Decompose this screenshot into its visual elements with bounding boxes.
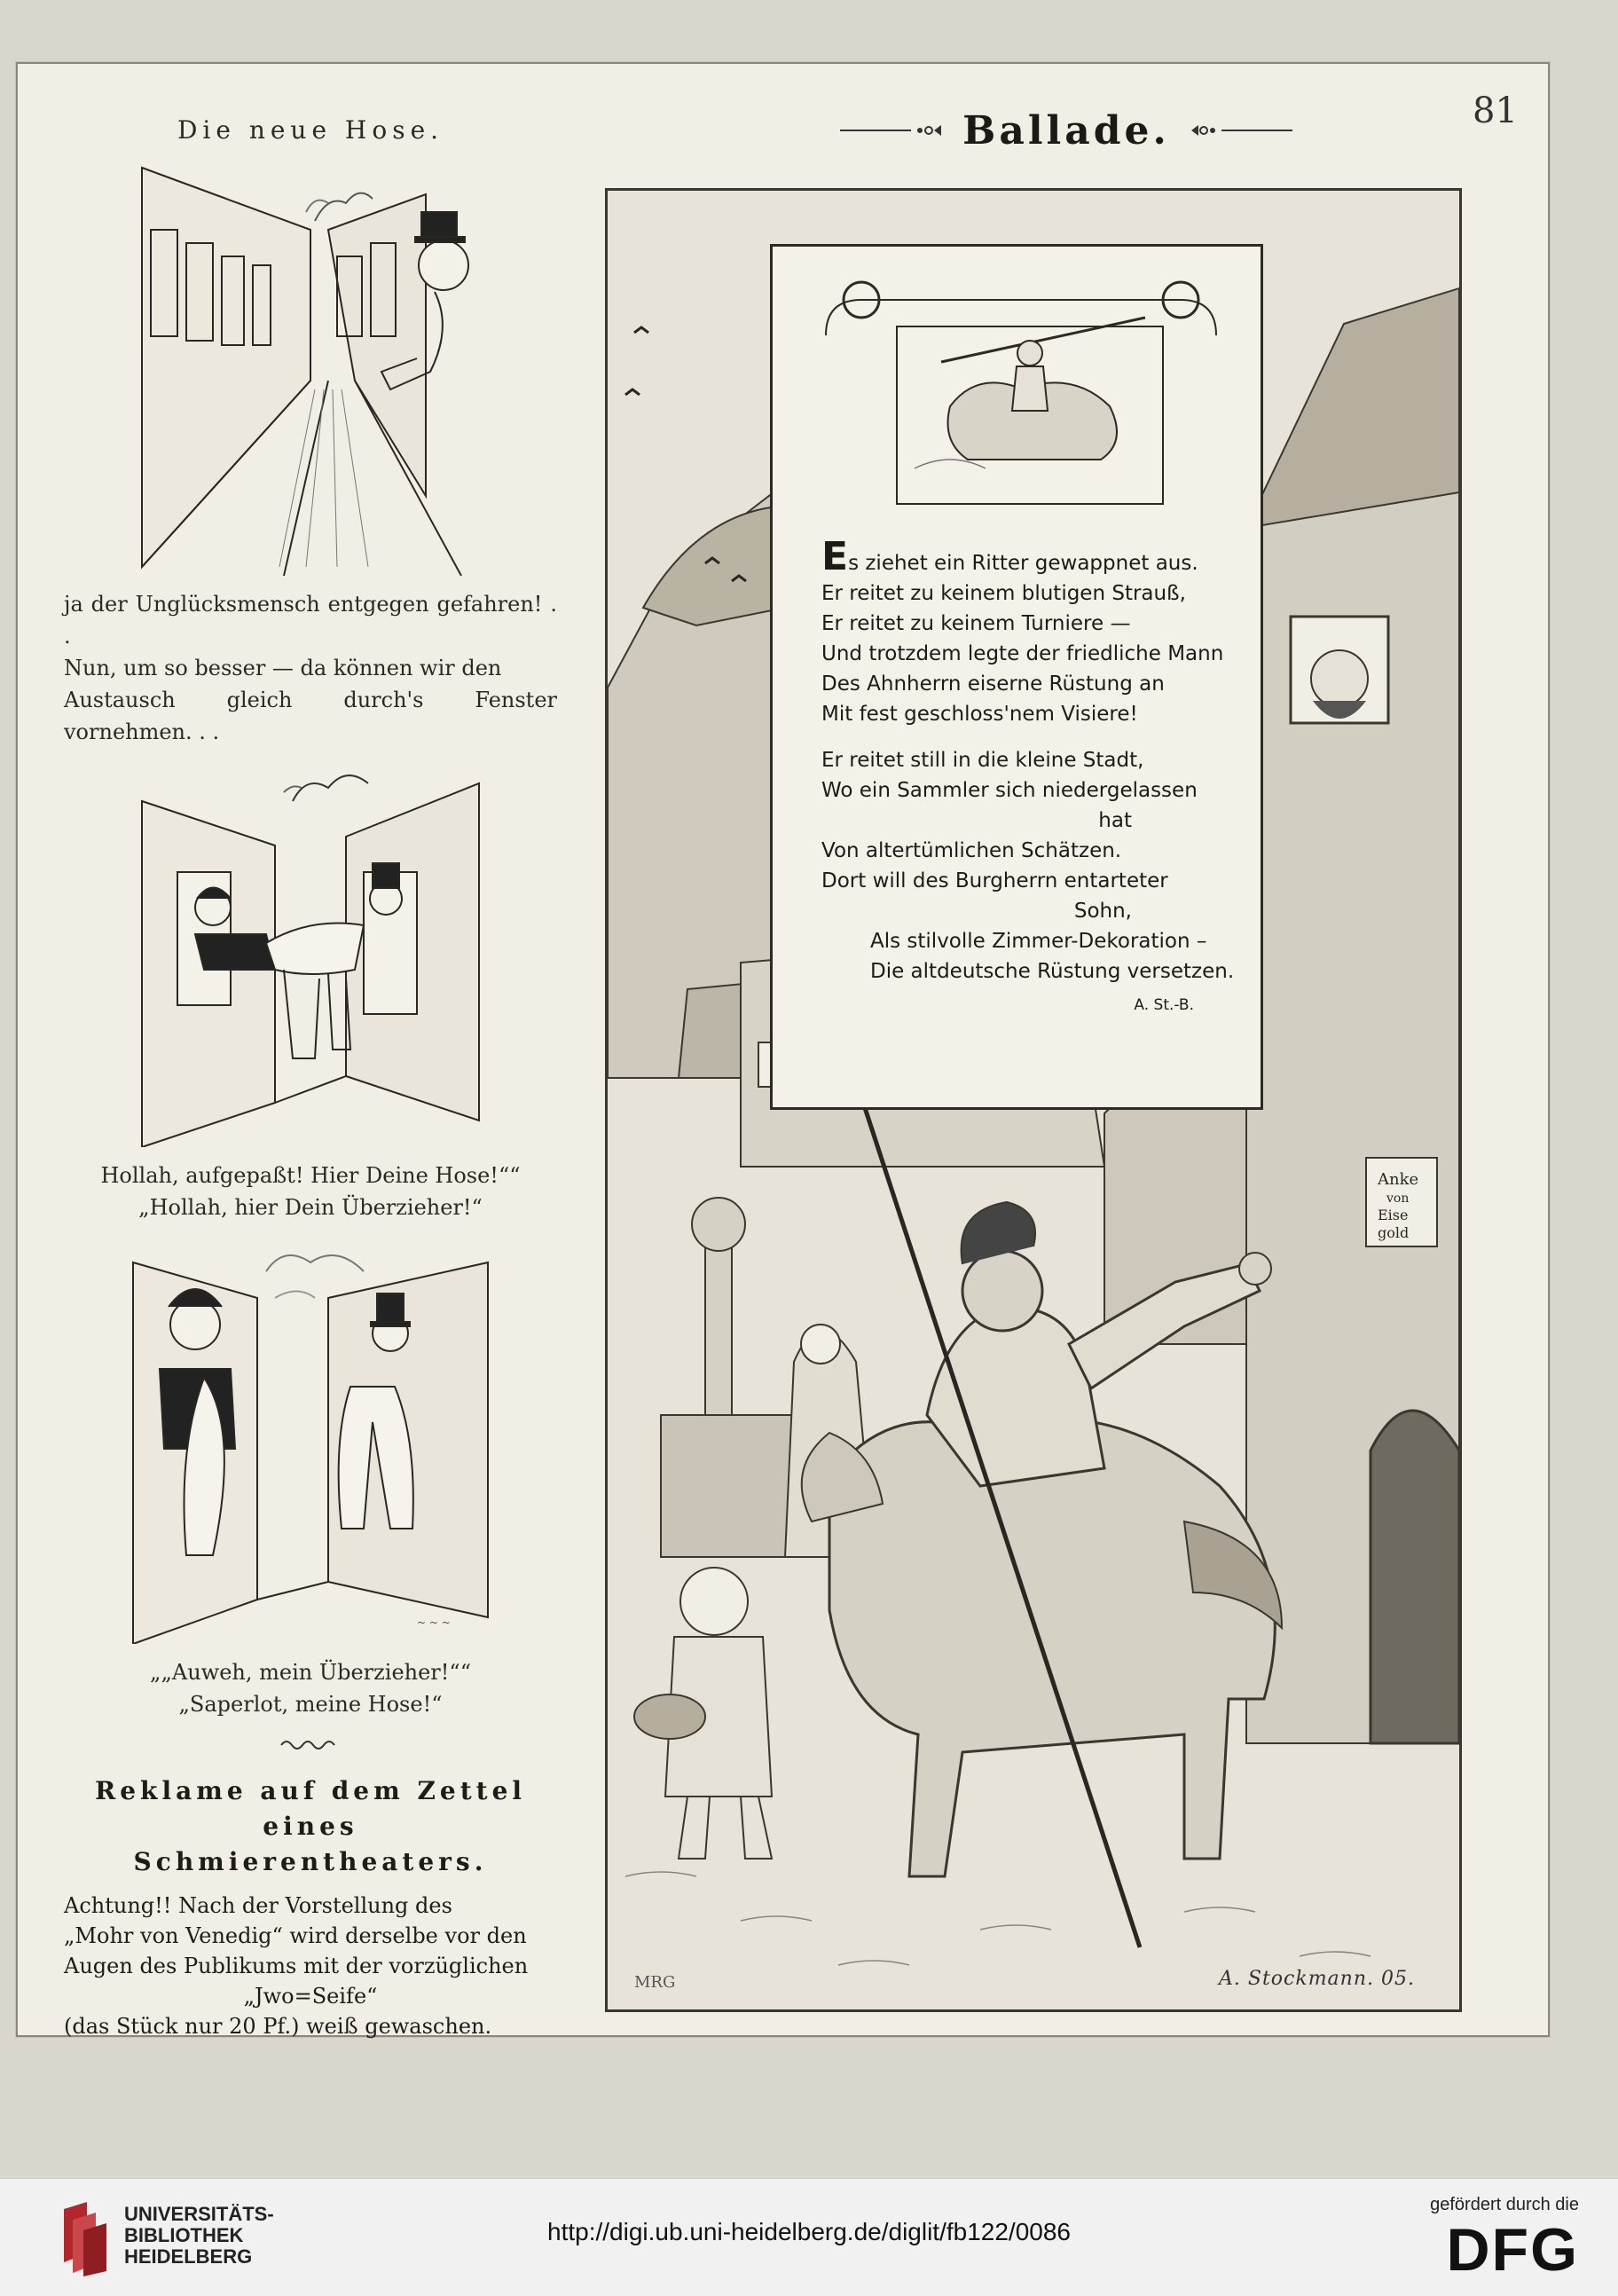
- poem-line-text: s ziehet ein Ritter gewappnet aus.: [848, 552, 1198, 575]
- left-column: [44, 99, 577, 2039]
- shop-sign-line: gold: [1378, 1224, 1410, 1241]
- section-divider: [44, 1738, 577, 1756]
- poem-line: [821, 534, 1238, 579]
- poem-line: hat: [1098, 809, 1132, 832]
- drop-cap: E: [821, 534, 849, 579]
- ballade-header: [836, 104, 1297, 157]
- ad-product-name: „Jwo=Seife“: [243, 1984, 378, 2009]
- caption-2-line: Hollah, aufgepaßt! Hier Deine Hose!““: [100, 1163, 521, 1188]
- caption-3-line: „Saperlot, meine Hose!“: [178, 1692, 443, 1717]
- poem-line: Des Ahnherrn eiserne Rüstung an: [821, 672, 1165, 696]
- comic-panel-2: [124, 766, 497, 1147]
- right-ornament-icon: [1186, 122, 1292, 139]
- svg-text:~ ~ ~: ~ ~ ~: [417, 1616, 451, 1629]
- digitization-footer: [0, 2178, 1618, 2296]
- advertisement-text: [44, 1891, 577, 2041]
- caption-2: [44, 1160, 577, 1223]
- jousting-knight-vignette: [808, 264, 1225, 513]
- ballade-section: [605, 107, 1464, 2016]
- poem-line: Und trotzdem legte der friedliche Mann: [821, 642, 1224, 665]
- shop-sign-line: Anke: [1378, 1170, 1419, 1189]
- page-number: 81: [1473, 90, 1518, 131]
- institution-line: HEIDELBERG: [124, 2245, 253, 2268]
- advertisement-title: [44, 1773, 577, 1880]
- ad-text-end: (das Stück nur 20 Pf.) weiß gewaschen.: [64, 2014, 492, 2039]
- ad-text-line: „Mohr von Venedig“ wird derselbe vor den: [64, 1923, 527, 1948]
- caption-1-line: Nun, um so besser — da können wir den: [64, 656, 502, 680]
- poem-line: Er reitet zu keinem Turniere —: [821, 612, 1131, 635]
- poem-line: Die altdeutsche Rüstung versetzen.: [870, 960, 1235, 983]
- comic-title: Die neue Hose.: [177, 115, 444, 145]
- poem-text: [821, 534, 1238, 1036]
- poem-line: Als stilvolle Zimmer-Dekoration –: [870, 930, 1207, 953]
- window-exchange-illustration: [124, 766, 497, 1147]
- caption-3: [44, 1656, 577, 1720]
- poem-line: Dort will des Burgherrn entarteter: [821, 869, 1168, 892]
- knight-illustration: [605, 188, 1462, 2012]
- comic-panel-3: [124, 1245, 497, 1644]
- shop-sign-line: Eise: [1378, 1207, 1409, 1223]
- poem-stanza-1: [821, 534, 1238, 729]
- poem-line: Wo ein Sammler sich niedergelassen: [821, 779, 1198, 802]
- ballade-title: Ballade.: [962, 107, 1170, 153]
- caption-1: [44, 588, 577, 748]
- ad-title-line: Reklame auf dem Zettel eines: [94, 1776, 527, 1841]
- shop-sign-line: von: [1386, 1191, 1410, 1206]
- ad-text-line: Augen des Publikums mit der vorzüglichen: [64, 1954, 529, 1978]
- artist-signature: A. Stockmann. 05.: [1219, 1968, 1415, 1990]
- poem-author: A. St.-B.: [1134, 996, 1194, 1014]
- ad-title-line: Schmierentheaters.: [133, 1847, 488, 1876]
- squiggle-ornament-icon: [279, 1738, 342, 1752]
- comic-panel-1: [124, 159, 497, 576]
- poem-line: Sohn,: [1073, 900, 1132, 923]
- swapped-clothes-illustration: [124, 1245, 497, 1644]
- train-corridor-illustration: [124, 159, 497, 576]
- poem-line: Er reitet zu keinem blutigen Strauß,: [821, 582, 1186, 605]
- caption-1-line: Austausch gleich durch's Fenster vornehmen. . .: [64, 688, 557, 744]
- poem-line: Er reitet still in die kleine Stadt,: [821, 749, 1144, 772]
- caption-3-line: „„Auweh, mein Überzieher!““: [150, 1660, 471, 1685]
- dfg-logo: DFG: [1446, 2216, 1579, 2284]
- monogram: MRG: [634, 1973, 676, 1992]
- funding-note: [1430, 2195, 1579, 2284]
- caption-2-line: „Hollah, hier Dein Überzieher!“: [138, 1195, 483, 1220]
- poem-card: [770, 244, 1263, 1110]
- institution-line: UNIVERSITÄTS-: [124, 2203, 274, 2225]
- institution-line: BIBLIOTHEK: [124, 2224, 244, 2246]
- permalink-url[interactable]: http://digi.ub.uni-heidelberg.de/diglit/fb122/0086: [547, 2218, 1071, 2245]
- poem-line: Von altertümlichen Schätzen.: [821, 839, 1122, 862]
- poem-line: Mit fest geschloss'nem Visiere!: [821, 703, 1138, 726]
- magazine-page: [16, 62, 1550, 2037]
- ad-text-line: Achtung!! Nach der Vorstellung des: [64, 1893, 452, 1918]
- left-ornament-icon: [840, 122, 946, 139]
- funding-text: gefördert durch die: [1430, 2195, 1579, 2214]
- poem-stanza-2: [821, 745, 1238, 1020]
- caption-1-line: ja der Unglücksmensch entgegen gefahren! . .: [64, 592, 557, 649]
